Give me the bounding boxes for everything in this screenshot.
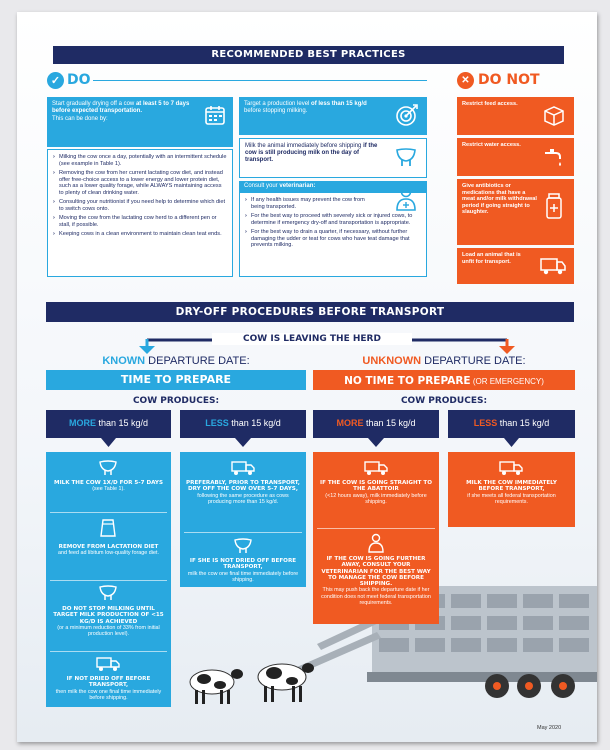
- do-not-item: [457, 179, 574, 245]
- truck-icon: [231, 460, 255, 476]
- known-cow-produces: COW PRODUCES:: [132, 396, 220, 406]
- udder-icon: [394, 145, 418, 169]
- known-less-header: [180, 410, 306, 448]
- unknown-less-card: [448, 452, 575, 527]
- vet-list-box: [239, 192, 427, 277]
- no-time-bold: NO TIME TO PREPARE: [344, 375, 471, 387]
- step-text: following the same procedure as cows producing more than 15 kg/d.: [197, 492, 289, 505]
- x-circle-icon: ✕: [457, 72, 474, 89]
- unknown-more-card: [313, 452, 439, 624]
- do-not-item: [457, 248, 574, 284]
- unknown-title: [313, 355, 575, 367]
- step-title: PREFERABLY, PRIOR TO TRANSPORT, DRY OFF THE COW OVER 5-7 DAYS,: [186, 480, 300, 493]
- milk-before-box: [239, 138, 427, 178]
- do-not-text: Give antibiotics or medications that have a meat and/or milk withdrawal period if going straight to slaughter.: [462, 183, 537, 216]
- target-icon: [395, 103, 419, 127]
- step-title: IF THE COW IS GOING FURTHER AWAY, CONSULT YOUR VETERINARIAN FOR THE BEST WAY TO MANAGE THE COW BEFORE SHIPPING.: [321, 556, 431, 588]
- do-item: › Keeping cows in a clean environment to maintain clean teat ends.: [53, 231, 227, 238]
- truck-icon: [96, 656, 120, 672]
- time-to-prepare-bar: TIME TO PREPARE: [46, 370, 306, 390]
- check-icon: ✓: [47, 72, 64, 89]
- target-text-end: before stopping milking.: [244, 108, 308, 114]
- do-not-text: Load an animal that is unfit for transport.: [462, 252, 521, 265]
- unknown-more-header: [313, 410, 439, 448]
- infographic-page: [17, 12, 597, 742]
- do-not-text: Restrict water access.: [462, 142, 521, 148]
- known-more-card: [46, 452, 171, 707]
- cow-illustration: [182, 652, 322, 712]
- truck-icon: [364, 460, 388, 476]
- step-text: (or a minimum reduction of 33% from initial production level).: [57, 624, 160, 638]
- do-item: › Consulting your nutritionist if you need help to determine which diet to switch cows onto.: [53, 199, 227, 212]
- vet-heading-bold: veterinarian:: [279, 183, 316, 189]
- udder-icon: [98, 585, 118, 601]
- do-rule: [93, 80, 427, 81]
- less-label: LESS: [473, 418, 498, 428]
- calendar-icon: [204, 104, 226, 126]
- do-not-text: Restrict feed access.: [462, 101, 518, 107]
- do-intro-sub: This can be done by:: [52, 116, 108, 122]
- do-item: › Moving the cow from the lactating cow herd to a different pen or stall, if possible.: [53, 215, 227, 228]
- known-title-bold: KNOWN: [102, 355, 146, 367]
- rate-label: than 15 kg/d: [363, 418, 416, 428]
- step-title: DO NOT STOP MILKING UNTIL TARGET MILK PRODUCTION OF <15 KG/D IS ACHIEVED: [53, 606, 164, 625]
- do-item: › Removing the cow from her current lactating cow diet, and instead offer free-choice access to a lower energy and lower protein diet, such as a lower quality forage, while ALWAYS maintaining access to plenty of clean drinking water.: [53, 170, 227, 196]
- vet-item: › For the best way to drain a quarter, if necessary, without further damaging the udder or teat for cows who have teat damage that prevents milking.: [245, 229, 421, 249]
- do-item: › Milking the cow once a day, potentially with an intermittent schedule (see example in Table 1).: [53, 154, 227, 167]
- do-intro-plain: Start gradually drying off a cow: [52, 101, 136, 107]
- step-text: and feed ad libitum low-quality forage diet.: [58, 550, 159, 557]
- step-title: IF SHE IS NOT DRIED OFF BEFORE TRANSPORT,: [189, 558, 297, 571]
- veterinarian-icon: [394, 185, 418, 211]
- truck-icon: [540, 254, 566, 276]
- no-time-rest: (OR EMERGENCY): [470, 377, 544, 386]
- leaving-herd-label: COW IS LEAVING THE HERD: [212, 333, 412, 345]
- target-text: Target a production level: [244, 101, 312, 107]
- do-not-item: [457, 97, 574, 135]
- dry-off-banner: DRY-OFF PROCEDURES BEFORE TRANSPORT: [46, 302, 574, 322]
- milk-before-text: Milk the animal immediately before shipping: [245, 143, 364, 149]
- rate-label: than 15 kg/d: [228, 418, 281, 428]
- step-title: IF THE COW IS GOING STRAIGHT TO THE ABATTOIR: [320, 480, 432, 493]
- step-title: REMOVE FROM LACTATION DIET: [58, 544, 159, 550]
- no-time-bar: [313, 370, 575, 390]
- medicine-bottle-icon: [544, 191, 566, 221]
- more-label: MORE: [68, 418, 96, 428]
- rate-label: than 15 kg/d: [95, 418, 149, 428]
- unknown-title-bold: UNKNOWN: [362, 355, 422, 367]
- do-list-box: [47, 149, 233, 277]
- do-not-item: [457, 138, 574, 176]
- udder-icon: [233, 538, 253, 554]
- udder-icon: [98, 460, 118, 476]
- do-intro-box: [47, 97, 233, 147]
- step-text: (<12 hours away), milk immediately before shipping.: [325, 492, 427, 505]
- unknown-less-header: [448, 410, 575, 448]
- milk-before-bold: if the cow is still producing milk on the day of transport.: [245, 143, 378, 163]
- step-text: then milk the cow one final time immediately before shipping.: [55, 688, 162, 701]
- less-label: LESS: [205, 418, 229, 428]
- water-tap-icon: [542, 144, 566, 168]
- known-less-card: [180, 452, 306, 587]
- step-text: This may push back the departure date if her condition does not meet federal transportation requirements.: [321, 587, 431, 607]
- unknown-cow-produces: COW PRODUCES:: [400, 396, 488, 406]
- step-title: MILK THE COW IMMEDIATELY BEFORE TRANSPORT,: [466, 480, 557, 493]
- vet-heading-text: Consult your: [244, 183, 280, 189]
- target-bold: of less than 15 kg/d: [311, 101, 367, 107]
- step-text: (see Table 1).: [92, 486, 125, 493]
- rate-label: than 15 kg/d: [497, 418, 550, 428]
- best-practices-banner: RECOMMENDED BEST PRACTICES: [53, 46, 564, 64]
- vet-item: › For the best way to proceed with severely sick or injured cows, to determine if emergency dry-off and transportation is appropriate.: [245, 213, 421, 226]
- step-title: MILK THE COW 1X/D FOR 5-7 DAYS: [54, 480, 163, 486]
- do-heading-label: DO: [67, 72, 91, 88]
- do-intro-bold: at least 5 to 7 days before expected transportation.: [52, 101, 190, 114]
- target-box: [239, 97, 427, 135]
- step-text: milk the cow one final time immediately before shipping.: [187, 570, 299, 583]
- footer-date: May 2020: [537, 725, 562, 731]
- do-heading: [47, 70, 91, 90]
- step-text: if she meets all federal transportation requirements.: [467, 492, 556, 505]
- known-title-rest: DEPARTURE DATE:: [145, 355, 250, 367]
- do-not-heading: [457, 70, 540, 90]
- feed-box-icon: [542, 103, 566, 127]
- do-not-heading-label: DO NOT: [478, 72, 540, 88]
- known-more-header: [46, 410, 171, 448]
- known-title: [46, 355, 306, 367]
- vet-item: › If any health issues may prevent the cow from being transported.: [245, 197, 375, 210]
- veterinarian-icon: [366, 533, 386, 553]
- feed-bag-icon: [99, 518, 117, 538]
- more-label: MORE: [336, 418, 364, 428]
- truck-icon: [499, 460, 523, 476]
- unknown-title-rest: DEPARTURE DATE:: [421, 355, 526, 367]
- step-title: IF NOT DRIED OFF BEFORE TRANSPORT,: [66, 676, 151, 689]
